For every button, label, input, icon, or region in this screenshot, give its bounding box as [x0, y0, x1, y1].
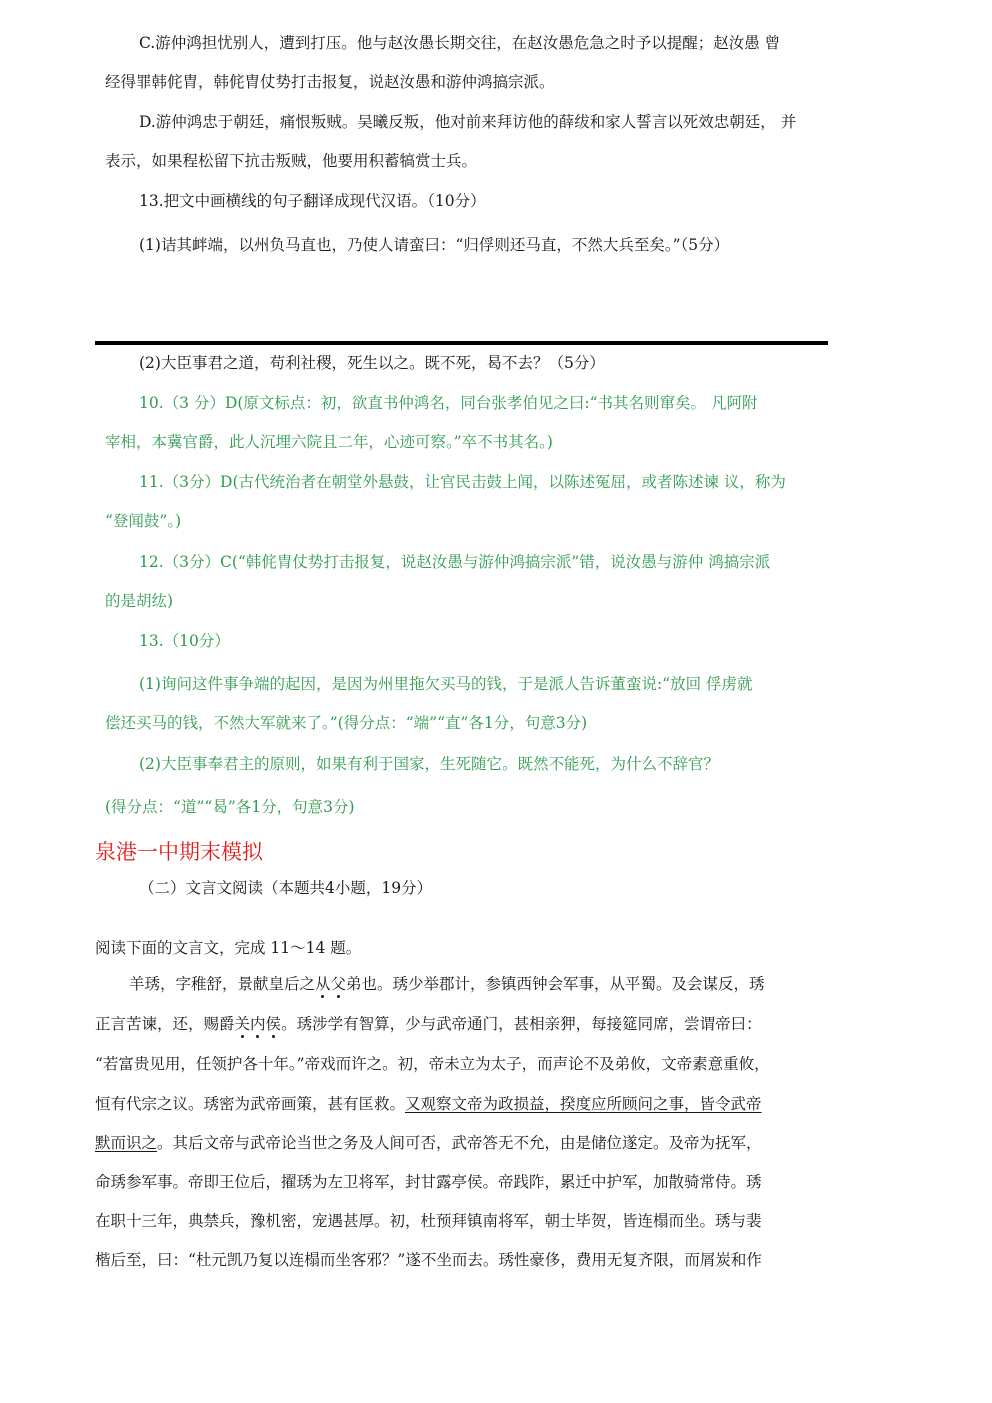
- answer-11-line-1: 11.（3分）D(古代统治者在朝堂外悬鼓，让官民击鼓上闻，以陈述冤屈，或者陈述谏 议，称为: [139, 473, 786, 491]
- passage-text: 。琇涉学有智算，少与武帝通门，甚相亲狎，每接筵同席，尝谓帝曰：: [281, 1015, 762, 1033]
- answer-11-line-2: “登闻鼓”。): [105, 512, 182, 530]
- question-13-sentence-1: (1)诘其衅端，以州负马直也，乃使人请蛮曰：“归俘则还马直，不然大兵至矣。”（5分）: [139, 236, 730, 254]
- dotted-char: 侯: [265, 1015, 282, 1033]
- option-c-line-1: C.游仲鸿担忧别人，遭到打压。他与赵汝愚长期交往，在赵汝愚危急之时予以提醒；赵汝愚 曾: [139, 34, 781, 52]
- dotted-char: 从: [315, 975, 331, 993]
- answer-10-line-2: 宰相，本冀官爵，此人沉埋六院且二年，心迹可察。”卒不书其名。): [105, 433, 553, 451]
- underlined-sentence: 默而识之: [95, 1134, 158, 1152]
- answer-13-2-line-1: (2)大臣事奉君主的原则，如果有利于国家，生死随它。既然不能死，为什么不辞官？: [139, 755, 719, 773]
- option-d-line-2: 表示，如果程松留下抗击叛贼，他要用积蓄犒赏士兵。: [105, 152, 478, 170]
- reading-instruction: 阅读下面的文言文，完成 11～14 题。: [95, 939, 362, 957]
- answer-13-1-line-2: 偿还买马的钱，不然大军就来了。”(得分点：“端”“直”各1分，句意3分): [105, 714, 588, 732]
- option-d-line-1: D.游仲鸿忠于朝廷，痛恨叛贼。吴曦反叛，他对前来拜访他的薛绂和家人誓言以死效忠朝廷， 并: [139, 113, 797, 131]
- dotted-char: 内: [250, 1015, 266, 1033]
- dotted-char: 关: [234, 1015, 251, 1033]
- question-13-heading: 13.把文中画横线的句子翻译成现代汉语。（10分）: [139, 192, 486, 210]
- passage-line-6: 命琇参军事。帝即王位后，擢琇为左卫将军，封甘露亭侯。帝践阼，累迁中护军，加散骑常侍。琇: [95, 1173, 762, 1191]
- section-title: 泉港一中期末模拟: [95, 840, 263, 864]
- answer-10-line-1: 10.（3 分）D(原文标点：初，欲直书仲鸿名，同台张孝伯见之曰:“书其名则窜矣。 凡阿附: [139, 394, 758, 412]
- passage-text: 。其后文帝与武帝论当世之务及人间可否，武帝答无不允，由是储位遂定。及帝为抚军，: [157, 1134, 762, 1152]
- answer-12-line-2: 的是胡纮): [105, 592, 174, 610]
- passage-line-2: [95, 1013, 762, 1035]
- passage-line-7: 在职十三年，典禁兵，豫机密，宠遇甚厚。初，杜预拜镇南将军，朝士毕贺，皆连榻而坐。琇与裴: [95, 1212, 762, 1230]
- question-13-sentence-2: (2)大臣事君之道，苟利社稷，死生以之。既不死，曷不去？（5分）: [139, 354, 605, 372]
- section-subtitle: （二）文言文阅读（本题共4小题，19分）: [139, 879, 433, 897]
- passage-line-8: 楷后至，曰：“杜元凯乃复以连榻而坐客邪？”遂不坐而去。琇性豪侈，费用无复齐限，而屑炭和作: [95, 1251, 762, 1269]
- answer-12-line-1: 12.（3分）C(“韩侂胄仗势打击报复，说赵汝愚与游仲鸿搞宗派”错，说汝愚与游仲 鸿搞宗派: [139, 553, 771, 571]
- answer-line-divider: [95, 341, 828, 345]
- passage-text: 恒有代宗之议。琇密为武帝画策，甚有匡救。: [95, 1095, 406, 1113]
- answer-blank-area: [95, 265, 828, 335]
- passage-line-5: [95, 1132, 762, 1154]
- passage-text: 正言苦谏，还，赐爵: [95, 1015, 235, 1033]
- passage-text: 弟也。琇少举郡计，参镇西钟会军事，从平蜀。及会谋反，琇: [346, 975, 765, 993]
- passage-line-4: [95, 1093, 762, 1115]
- answer-13-2-line-2: (得分点：“道”“曷”各1分，句意3分): [105, 798, 355, 816]
- answer-13-heading: 13.（10分）: [139, 632, 230, 650]
- answer-13-1-line-1: (1)询问这件事争端的起因，是因为州里拖欠买马的钱，于是派人告诉董蛮说:“放回 俘虏就: [139, 675, 753, 693]
- underlined-sentence: 又观察文帝为政损益，揆度应所顾问之事，皆令武帝: [405, 1095, 762, 1113]
- passage-line-3: “若富贵见用，任领护各十年。”帝戏而许之。初，帝未立为太子，而声论不及弟攸，文帝素意重攸，: [95, 1055, 770, 1073]
- dotted-char: 父: [330, 975, 347, 993]
- passage-line-1: [129, 973, 765, 995]
- option-c-line-2: 经得罪韩侂胄，韩侂胄仗势打击报复，说赵汝愚和游仲鸿搞宗派。: [105, 73, 555, 91]
- passage-text: 羊琇，字稚舒，景献皇后之: [129, 975, 316, 993]
